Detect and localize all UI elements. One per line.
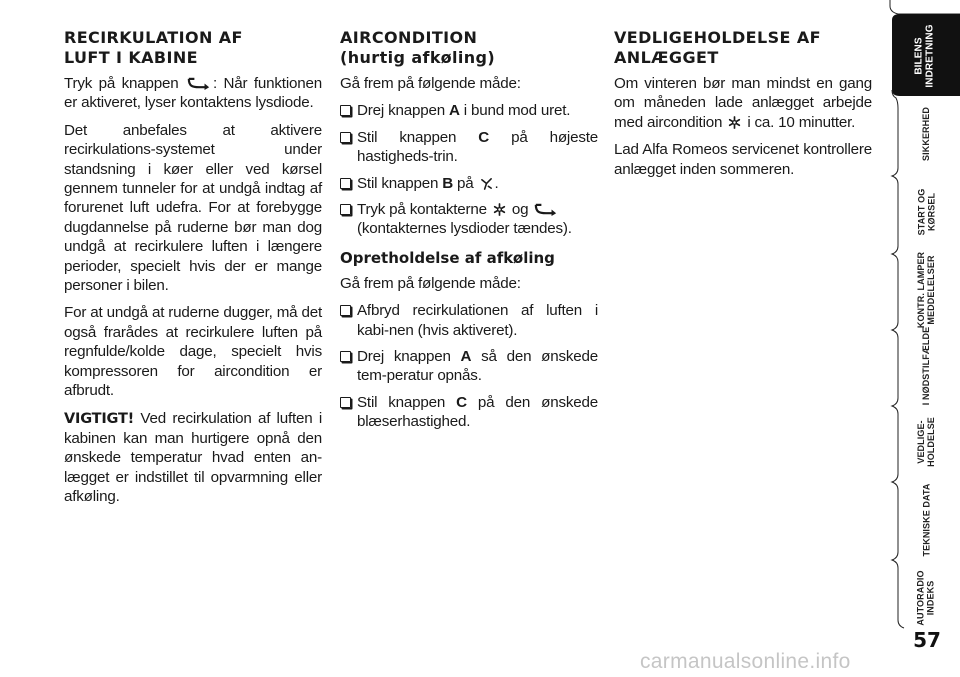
tab-vedligeholdelse[interactable]: [896, 404, 956, 480]
intro-text: Gå frem på følgende måde:: [340, 274, 521, 292]
knob-key: C: [456, 393, 467, 411]
intro-text: Gå frem på følgende måde:: [340, 75, 521, 92]
paragraph-recirc-button: [64, 74, 322, 113]
title-line-2: (hurtig afkøling): [340, 48, 496, 67]
snowflake-icon: [493, 203, 506, 216]
page-number: 57: [913, 628, 941, 652]
title-line-2: LUFT I KABINE: [64, 48, 199, 67]
paragraph-fogging: For at undgå at ruderne dugger, må det også frarådes at recirkulere luften på regnfulde/kolde dage, specielt hvis kompressoren for aircondition er afbrudt.: [64, 304, 322, 400]
tab-label: KONTR. LAMPER MEDDELELSER: [916, 251, 936, 329]
step-text: Afbryd recirkulationen af luften i kabi-nen (hvis aktiveret).: [357, 302, 598, 339]
list-item: [340, 393, 598, 432]
title-line-2: ANLÆGGET: [614, 48, 719, 67]
section-title-recirculation: [64, 28, 322, 68]
checkbox-bullet-icon: [340, 305, 351, 316]
tab-label: START OG KØRSEL: [915, 188, 936, 236]
step-text: på: [453, 174, 474, 192]
tab-start-og-korsel[interactable]: [896, 174, 956, 250]
list-item: [340, 200, 598, 239]
step-text: på den ønskede blæserhastighed.: [357, 393, 598, 431]
important-text: Ved recirkulation af luften i kabinen kan man hurtigere opnå den ønskede temperatur hvad enten an-lægget er indstillet til opvarmning eller afkøling.: [64, 409, 322, 506]
windshield-feet-vent-icon: [480, 177, 493, 190]
recirculation-icon: [187, 77, 211, 90]
steps-list-quick-cooling: [340, 101, 598, 238]
tab-label: VEDLIGE- HOLDELSE: [916, 417, 936, 467]
subsection-title-maintain-cooling: Opretholdelse af afkøling: [340, 248, 555, 267]
paragraph-service: Lad Alfa Romeos servicenet kontrollere anlægget inden sommeren.: [614, 141, 872, 178]
snowflake-icon: [728, 116, 741, 129]
step-text: Tryk på kontakterne: [357, 201, 487, 219]
checkbox-bullet-icon: [340, 397, 351, 408]
title-line-1: VEDLIGEHOLDELSE AF: [614, 28, 821, 47]
checkbox-bullet-icon: [340, 178, 351, 189]
text-before-icon: Tryk på knappen: [64, 75, 179, 92]
text-after-icon: i ca. 10 minutter.: [747, 113, 856, 131]
step-text: og: [511, 201, 529, 219]
step-text: i bund mod uret.: [459, 102, 571, 120]
column-recirculation: [64, 28, 322, 515]
section-title-maintenance: [614, 28, 872, 68]
section-title-aircondition: [340, 28, 598, 68]
title-line-1: RECIRKULATION AF: [64, 28, 243, 47]
text-before-icon: Om vinteren bør man mindst en gang om måneden lade anlægget arbejde med aircondition: [614, 75, 872, 131]
important-label: VIGTIGT!: [64, 410, 135, 427]
checkbox-bullet-icon: [340, 204, 351, 215]
steps-list-maintain-cooling: [340, 301, 598, 431]
tab-sikkerhed[interactable]: [896, 96, 956, 172]
tab-tekniske-data[interactable]: [896, 482, 956, 558]
step-text: (kontakternes lysdioder tændes).: [357, 220, 572, 238]
list-item: [340, 301, 598, 340]
list-item: [340, 347, 598, 386]
knob-key: C: [478, 128, 490, 146]
step-text: Drej knappen: [357, 348, 461, 366]
watermark: carmanualsonline.info: [640, 650, 851, 673]
tab-label: TEKNISKE DATA: [921, 483, 931, 557]
step-text: Stil knappen: [357, 174, 443, 192]
step-text: så den ønskede tem-peratur opnås.: [357, 348, 598, 385]
list-item: [340, 101, 598, 120]
knob-key: A: [460, 348, 472, 366]
knob-key: A: [448, 102, 460, 120]
tab-label: BILENS INDRETNING: [913, 24, 936, 88]
list-item: [340, 128, 598, 167]
list-item: Stil knappen B på .: [340, 174, 598, 193]
column-aircondition: [340, 28, 598, 439]
checkbox-bullet-icon: [340, 351, 351, 362]
step-text: Stil knappen: [357, 393, 457, 411]
paragraph-recommendation: Det anbefales at aktivere recirkulations-systemet under standsning i køer eller ved kørsel gennem tunneler for at undgå indtag af forurenet luft udefra. For at forebygge dugdannelse på ruderne bør man dog undgå at recirkulere luften i længere perioder, specielt hvis der er mange personer i bilen.: [64, 121, 322, 295]
column-maintenance: [614, 28, 872, 187]
step-text: på højeste hastigheds-trin.: [357, 128, 598, 166]
chapter-tab-strip: [886, 0, 960, 677]
tab-bilens-indretning[interactable]: [890, 18, 960, 94]
step-text: Drej knappen: [357, 102, 449, 120]
tab-nodstilfaelde[interactable]: [896, 328, 956, 404]
recirculation-icon: [534, 203, 558, 216]
tab-kontrollamper[interactable]: [896, 252, 956, 328]
paragraph-winter: [614, 74, 872, 132]
checkbox-bullet-icon: [340, 132, 351, 143]
paragraph-important: [64, 409, 322, 507]
checkbox-bullet-icon: [340, 105, 351, 116]
step-text: Stil knappen: [357, 128, 479, 146]
title-line-1: AIRCONDITION: [340, 28, 478, 47]
knob-key: B: [442, 174, 453, 192]
tab-label: SIKKERHED: [920, 107, 931, 161]
tab-autoradio-indeks[interactable]: [896, 560, 956, 636]
tab-label: AUTORADIO INDEKS: [915, 570, 936, 626]
tab-label: I NØDSTILFÆLDE: [921, 326, 931, 406]
text-after-icon: : Når funktionen er aktiveret, lyser kontaktens lysdiode.: [64, 75, 322, 112]
